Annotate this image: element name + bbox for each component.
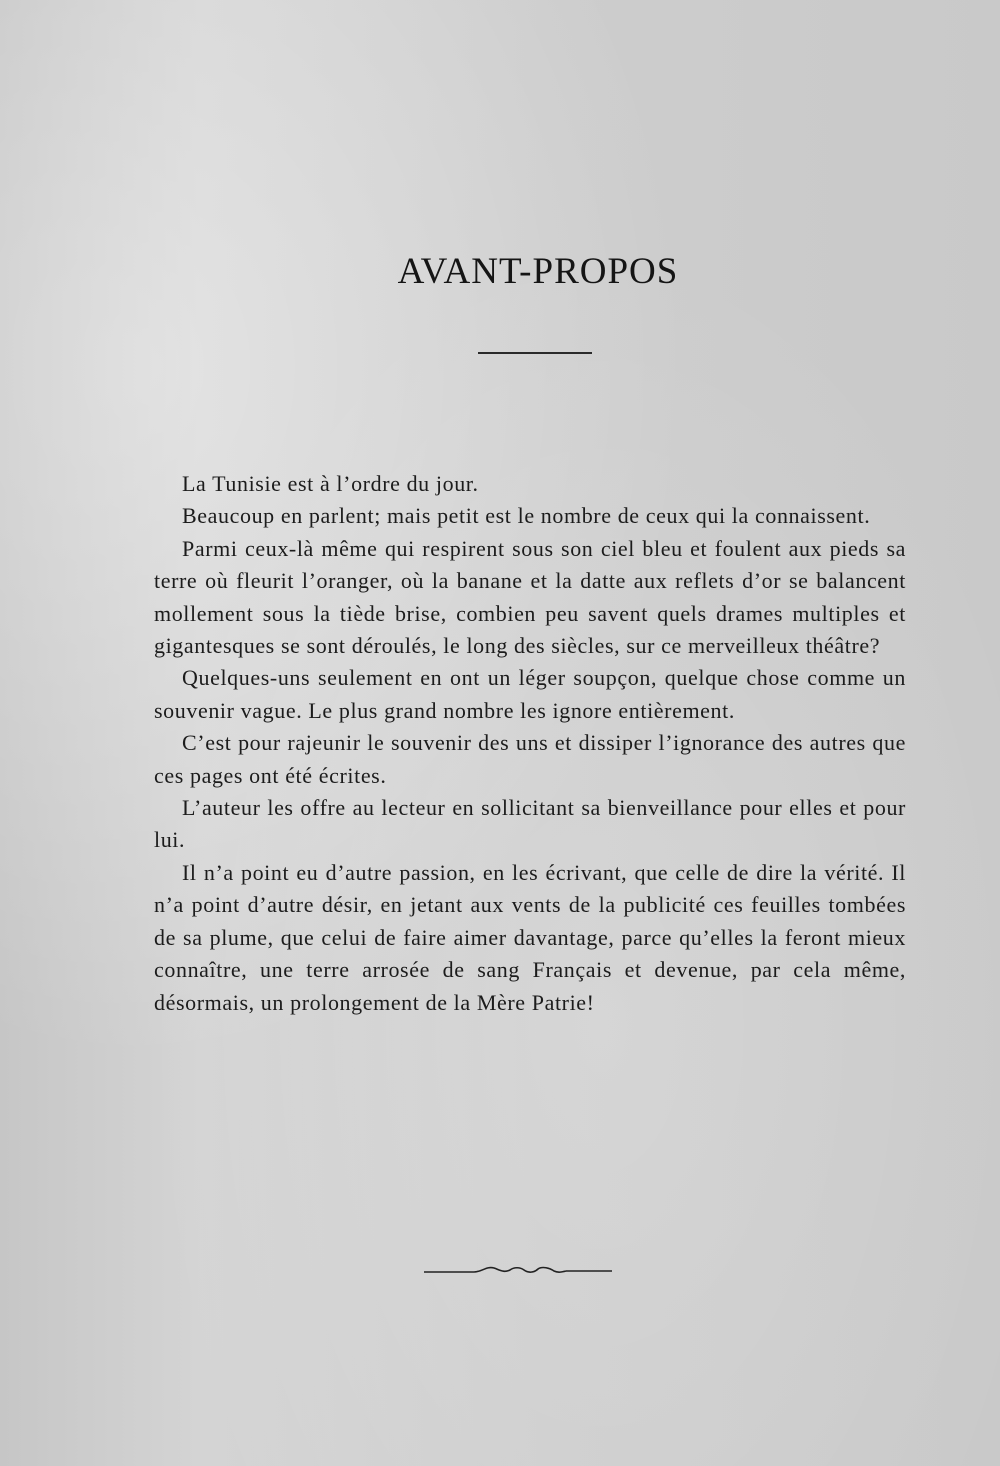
foreword-text xyxy=(154,468,906,1019)
paragraph: Il n’a point eu d’autre passion, en les écrivant, que celle de dire la vérité. Il n’a point d’autre désir, en jetant aux vents de la publicité ces feuilles tombées de sa plume, que celui de faire aimer davantage, parce qu’elles la feront mieux connaître, une terre arrosée de sang Français et devenue, par cela même, désormais, un prolongement de la Mère Patrie! xyxy=(154,859,906,1015)
paragraph: Quelques-uns seulement en ont un léger soupçon, quelque chose comme un souvenir vague. Le plus grand nombre les ignore entièrement. xyxy=(154,665,906,723)
page-title: AVANT-PROPOS xyxy=(397,251,679,292)
title-rule xyxy=(478,352,592,354)
paragraph: La Tunisie est à l’ordre du jour. xyxy=(182,471,479,496)
paragraph: Beaucoup en parlent; mais petit est le nombre de ceux qui la connaissent. xyxy=(182,503,871,529)
paragraph: Parmi ceux-là même qui respirent sous son ciel bleu et foulent aux pieds sa terre où fleurit l’oranger, où la banane et la datte aux reflets d’or se balancent mollement sous la tiède brise, combien peu savent quels drames multiples et gigantesques se sont déroulés, le long des siècles, sur ce merveilleux théâtre? xyxy=(154,535,906,659)
paragraph: C’est pour rajeunir le souvenir des uns et dissiper l’ignorance des autres que ces pages ont été écrites. xyxy=(154,730,906,788)
end-ornament xyxy=(424,1262,612,1278)
paragraph: L’auteur les offre au lecteur en sollicitant sa bienveillance pour elles et pour lui. xyxy=(154,795,906,853)
